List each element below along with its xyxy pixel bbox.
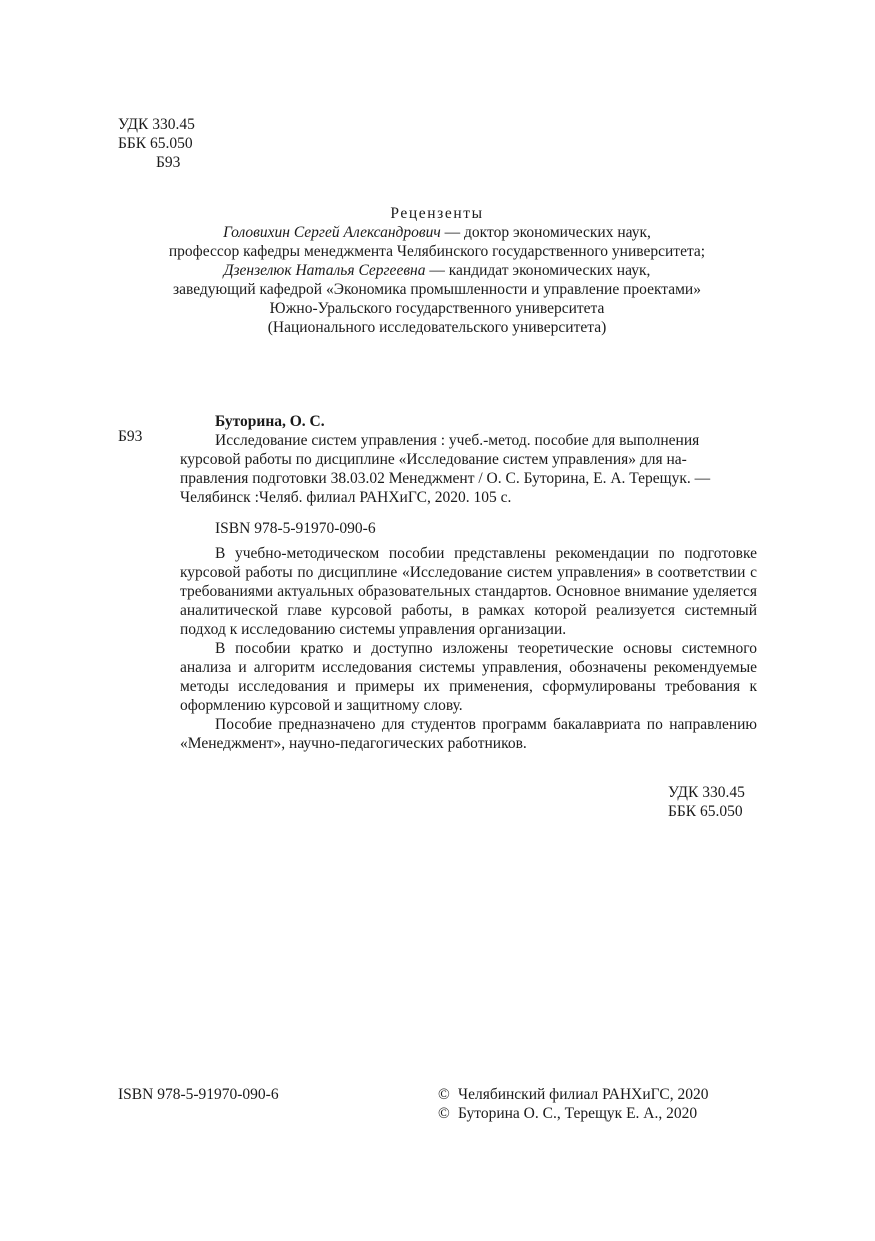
reviewer-2-position: заведующий кафедрой «Экономика промышленности и управление проектами» xyxy=(173,281,701,298)
classification-codes-bottom xyxy=(668,783,745,821)
copyright-icon: © xyxy=(438,1105,450,1122)
reviewer-1-degree: — доктор экономических наук, xyxy=(440,224,651,241)
author-mark: Б93 xyxy=(156,154,181,171)
bibliographic-entry xyxy=(180,412,757,538)
annotation-paragraph: В пособии кратко и доступно изложены теоретические основы системного анализа и алгоритм исследования системы управления, обозначены рекомендуемые методы исследования и примеры их применения, сформулированы требования к оформлению курсовой и защитному слову. xyxy=(180,640,757,714)
copyright-icon: © xyxy=(438,1086,450,1103)
reviewer-2-university-note: (Национального исследовательского университета) xyxy=(267,319,607,336)
udk-code: УДК 330.45 xyxy=(118,116,195,133)
reviewer-1-name: Головихин Сергей Александрович xyxy=(223,224,441,241)
reviewers-block xyxy=(100,204,774,337)
bib-author-mark: Б93 xyxy=(118,428,143,445)
bib-description-line: Исследование систем управления : учеб.-метод. пособие для выполнения xyxy=(215,432,700,449)
reviewer-2-name: Дзензелюк Наталья Сергеевна xyxy=(223,262,426,279)
classification-codes-top xyxy=(118,115,195,172)
reviewer-1 xyxy=(100,223,774,242)
bib-description-line: курсовой работы по дисциплине «Исследование систем управления» для на- xyxy=(180,451,687,468)
bib-isbn: ISBN 978-5-91970-090-6 xyxy=(215,520,376,537)
annotation xyxy=(180,544,757,753)
copyright-block xyxy=(438,1085,709,1123)
reviewer-2-degree: — кандидат экономических наук, xyxy=(425,262,651,279)
reviewer-1-position: профессор кафедры менеджмента Челябинского государственного университета; xyxy=(168,243,706,260)
copyright-holder: Челябинский филиал РАНХиГС, 2020 xyxy=(458,1086,709,1103)
reviewer-2-university: Южно-Уральского государственного университета xyxy=(269,300,605,317)
udk-code: УДК 330.45 xyxy=(668,784,745,801)
footer-isbn: ISBN 978-5-91970-090-6 xyxy=(118,1086,279,1103)
copyright-holder: Буторина О. С., Терещук Е. А., 2020 xyxy=(458,1105,698,1122)
bib-author-heading: Буторина, О. С. xyxy=(215,413,325,430)
bbk-code: ББК 65.050 xyxy=(118,135,193,152)
copyright-line xyxy=(438,1104,709,1123)
bbk-code: ББК 65.050 xyxy=(668,803,743,820)
annotation-paragraph: Пособие предназначено для студентов программ бакалавриата по направлению «Менеджмент», научно-педагогических работников. xyxy=(180,716,757,752)
reviewers-heading: Рецензенты xyxy=(390,205,484,222)
bib-description-line: Челябинск :Челяб. филиал РАНХиГС, 2020. 105 с. xyxy=(180,489,512,506)
bib-description-line: правления подготовки 38.03.02 Менеджмент / О. С. Буторина, Е. А. Терещук. — xyxy=(180,470,711,487)
reviewer-2 xyxy=(100,261,774,280)
copyright-line xyxy=(438,1085,709,1104)
annotation-paragraph: В учебно-методическом пособии представлены рекомендации по подготовке курсовой работы по дисциплине «Исследование систем управления» в соответствии с требованиями актуальных образовательных стандартов. Основное внимание уделяется аналитической главе курсовой работы, в рамках которой реализуется системный подход к исследованию системы управления организации. xyxy=(180,545,757,638)
